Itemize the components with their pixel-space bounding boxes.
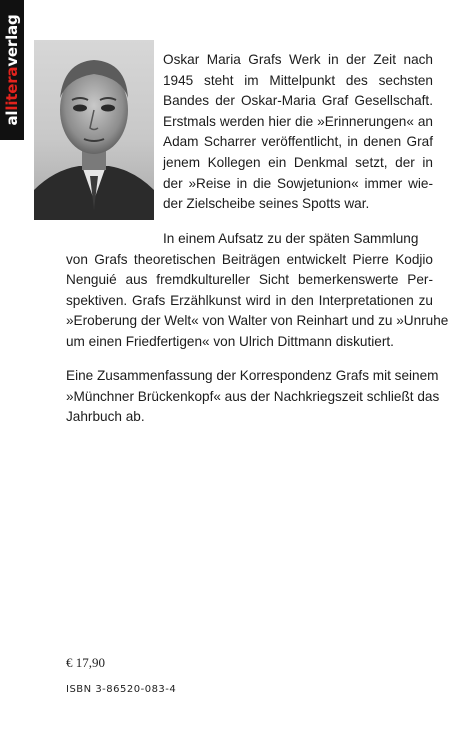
text-line: von Grafs theoretischen Beiträgen entwickelt Pierre Kodjio xyxy=(66,251,433,267)
text-line: spektiven. Grafs Erzählkunst wird in den Interpretationen zu xyxy=(66,292,433,308)
paragraph-correspondence xyxy=(66,366,440,428)
text-line: Adam Scharrer veröffentlicht, in denen Graf xyxy=(163,134,433,150)
text-line: 1945 steht im Mittelpunkt des sechsten xyxy=(163,72,433,88)
paragraph-intro xyxy=(163,50,433,215)
logo-text-litera: litera xyxy=(3,66,21,111)
logo-text-verlag: verlag xyxy=(3,14,21,67)
author-portrait xyxy=(34,40,154,220)
paragraph-essay xyxy=(66,229,449,353)
publisher-logo xyxy=(0,0,24,140)
text-line: Oskar Maria Grafs Werk in der Zeit nach xyxy=(163,52,433,67)
text-line: Eine Zusammenfassung der Korrespondenz Grafs mit seinem xyxy=(66,368,439,383)
text-line: Jahrbuch ab. xyxy=(66,409,145,425)
text-line: In einem Aufsatz zu der späten Sammlung xyxy=(163,231,419,246)
text-line: Erstmals werden hier die »Erinnerungen« an xyxy=(163,113,433,129)
logo-text-al: al xyxy=(3,110,21,126)
text-line: der Zielscheibe seines Spotts war. xyxy=(163,196,370,212)
isbn-label: ISBN 3-86520-083-4 xyxy=(66,684,177,695)
text-line: jenem Kollegen ein Denkmal setzt, der in xyxy=(163,154,433,170)
text-line: »Münchner Brückenkopf« aus der Nachkriegszeit schließt das xyxy=(66,388,440,404)
price-label: € 17,90 xyxy=(66,655,105,670)
text-line: der »Reise in die Sowjetunion« immer wie- xyxy=(163,175,433,191)
text-line: um einen Friedfertigen« von Ulrich Dittmann diskutiert. xyxy=(66,333,394,349)
text-line: Nenguié aus fremdkultureller Sicht bemerkenswerte Per- xyxy=(66,272,433,288)
text-line: »Eroberung der Welt« von Walter von Reinhart und zu »Unruhe xyxy=(66,313,449,329)
text-line: Bandes der Oskar-Maria Graf Gesellschaft. xyxy=(163,93,433,109)
